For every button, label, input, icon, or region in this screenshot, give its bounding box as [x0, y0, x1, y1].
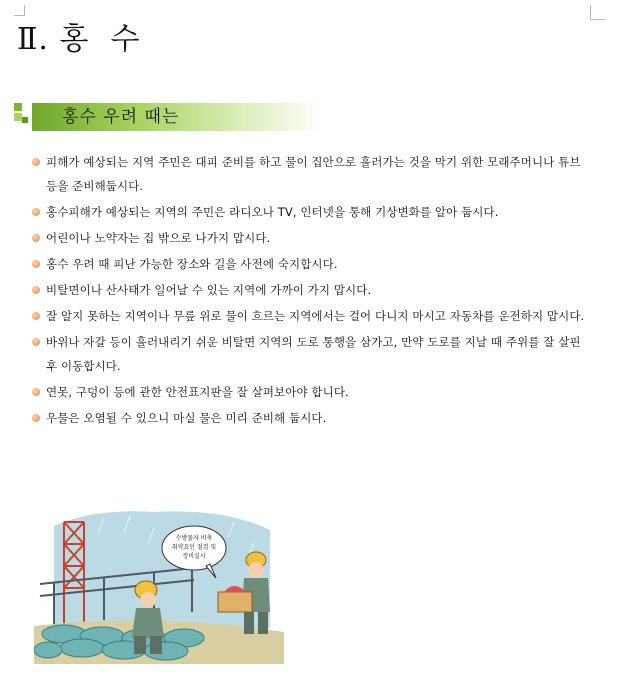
list-item [32, 406, 592, 430]
list-item [32, 226, 592, 250]
list-item-text: 비탈면이나 산사태가 일어날 수 있는 지역에 가까이 가지 맙시다. [46, 283, 372, 297]
speech-line: 정비실시 [182, 553, 206, 560]
bullet-dot-icon [32, 388, 40, 396]
speech-line: 취약요인 점검 및 [171, 544, 217, 551]
bullet-dot-icon [32, 234, 40, 242]
list-item-text: 피해가 예상되는 지역 주민은 대피 준비를 하고 물이 집안으로 흘러가는 것을 막기 위한 모래주머니나 튜브 등을 준비해둡시다. [46, 155, 581, 193]
bullet-dot-icon [32, 312, 40, 320]
list-item-text: 연못, 구덩이 등에 관한 안전표지판을 잘 살펴보아야 합니다. [46, 385, 349, 399]
crop-mark-right [590, 5, 605, 20]
section-header [14, 103, 324, 131]
bullet-dot-icon [32, 208, 40, 216]
list-item [32, 150, 592, 198]
sandbag-icon [34, 625, 204, 660]
list-item-text: 바위나 자갈 등이 흘러내리기 쉬운 비탈면 지역의 도로 통행을 삼가고, 만약 도로를 지날 때 주위를 잘 살핀 후 이동합시다. [46, 335, 581, 373]
list-item [32, 252, 592, 276]
bullet-list [32, 150, 592, 432]
bullet-dot-icon [32, 260, 40, 268]
list-item-text: 어린이나 노약자는 집 밖으로 나가지 맙시다. [46, 231, 271, 245]
bullet-dot-icon [32, 338, 40, 346]
bullet-dot-icon [32, 414, 40, 422]
list-item-text: 우물은 오염될 수 있으니 마실 물은 미리 준비해 둡시다. [46, 411, 327, 425]
list-item [32, 330, 592, 378]
flood-prep-illustration [34, 508, 284, 664]
list-item [32, 304, 592, 328]
section-title: 홍수 우려 때는 [62, 107, 180, 127]
list-item-text: 잘 알지 못하는 지역이나 무릎 위로 물이 흐르는 지역에서는 걸어 다니지 마시고 자동차를 운전하지 맙시다. [46, 309, 585, 323]
section-header-bar [32, 103, 324, 131]
speech-line: 수방물자 비축 [175, 535, 213, 542]
chapter-title: Ⅱ. 홍 수 [17, 22, 141, 57]
header-square-icon [14, 103, 22, 111]
header-square-icon [14, 113, 22, 121]
list-item [32, 278, 592, 302]
bullet-dot-icon [32, 286, 40, 294]
header-square-icon [22, 117, 28, 123]
list-item-text: 홍수피해가 예상되는 지역의 주민은 라디오나 TV, 인터넷을 통해 기상변화를 알아 둡시다. [46, 205, 499, 219]
list-item-text: 홍수 우려 때 피난 가능한 장소와 길을 사전에 숙지합시다. [46, 257, 338, 271]
list-item [32, 200, 592, 224]
bullet-dot-icon [32, 158, 40, 166]
list-item [32, 380, 592, 404]
